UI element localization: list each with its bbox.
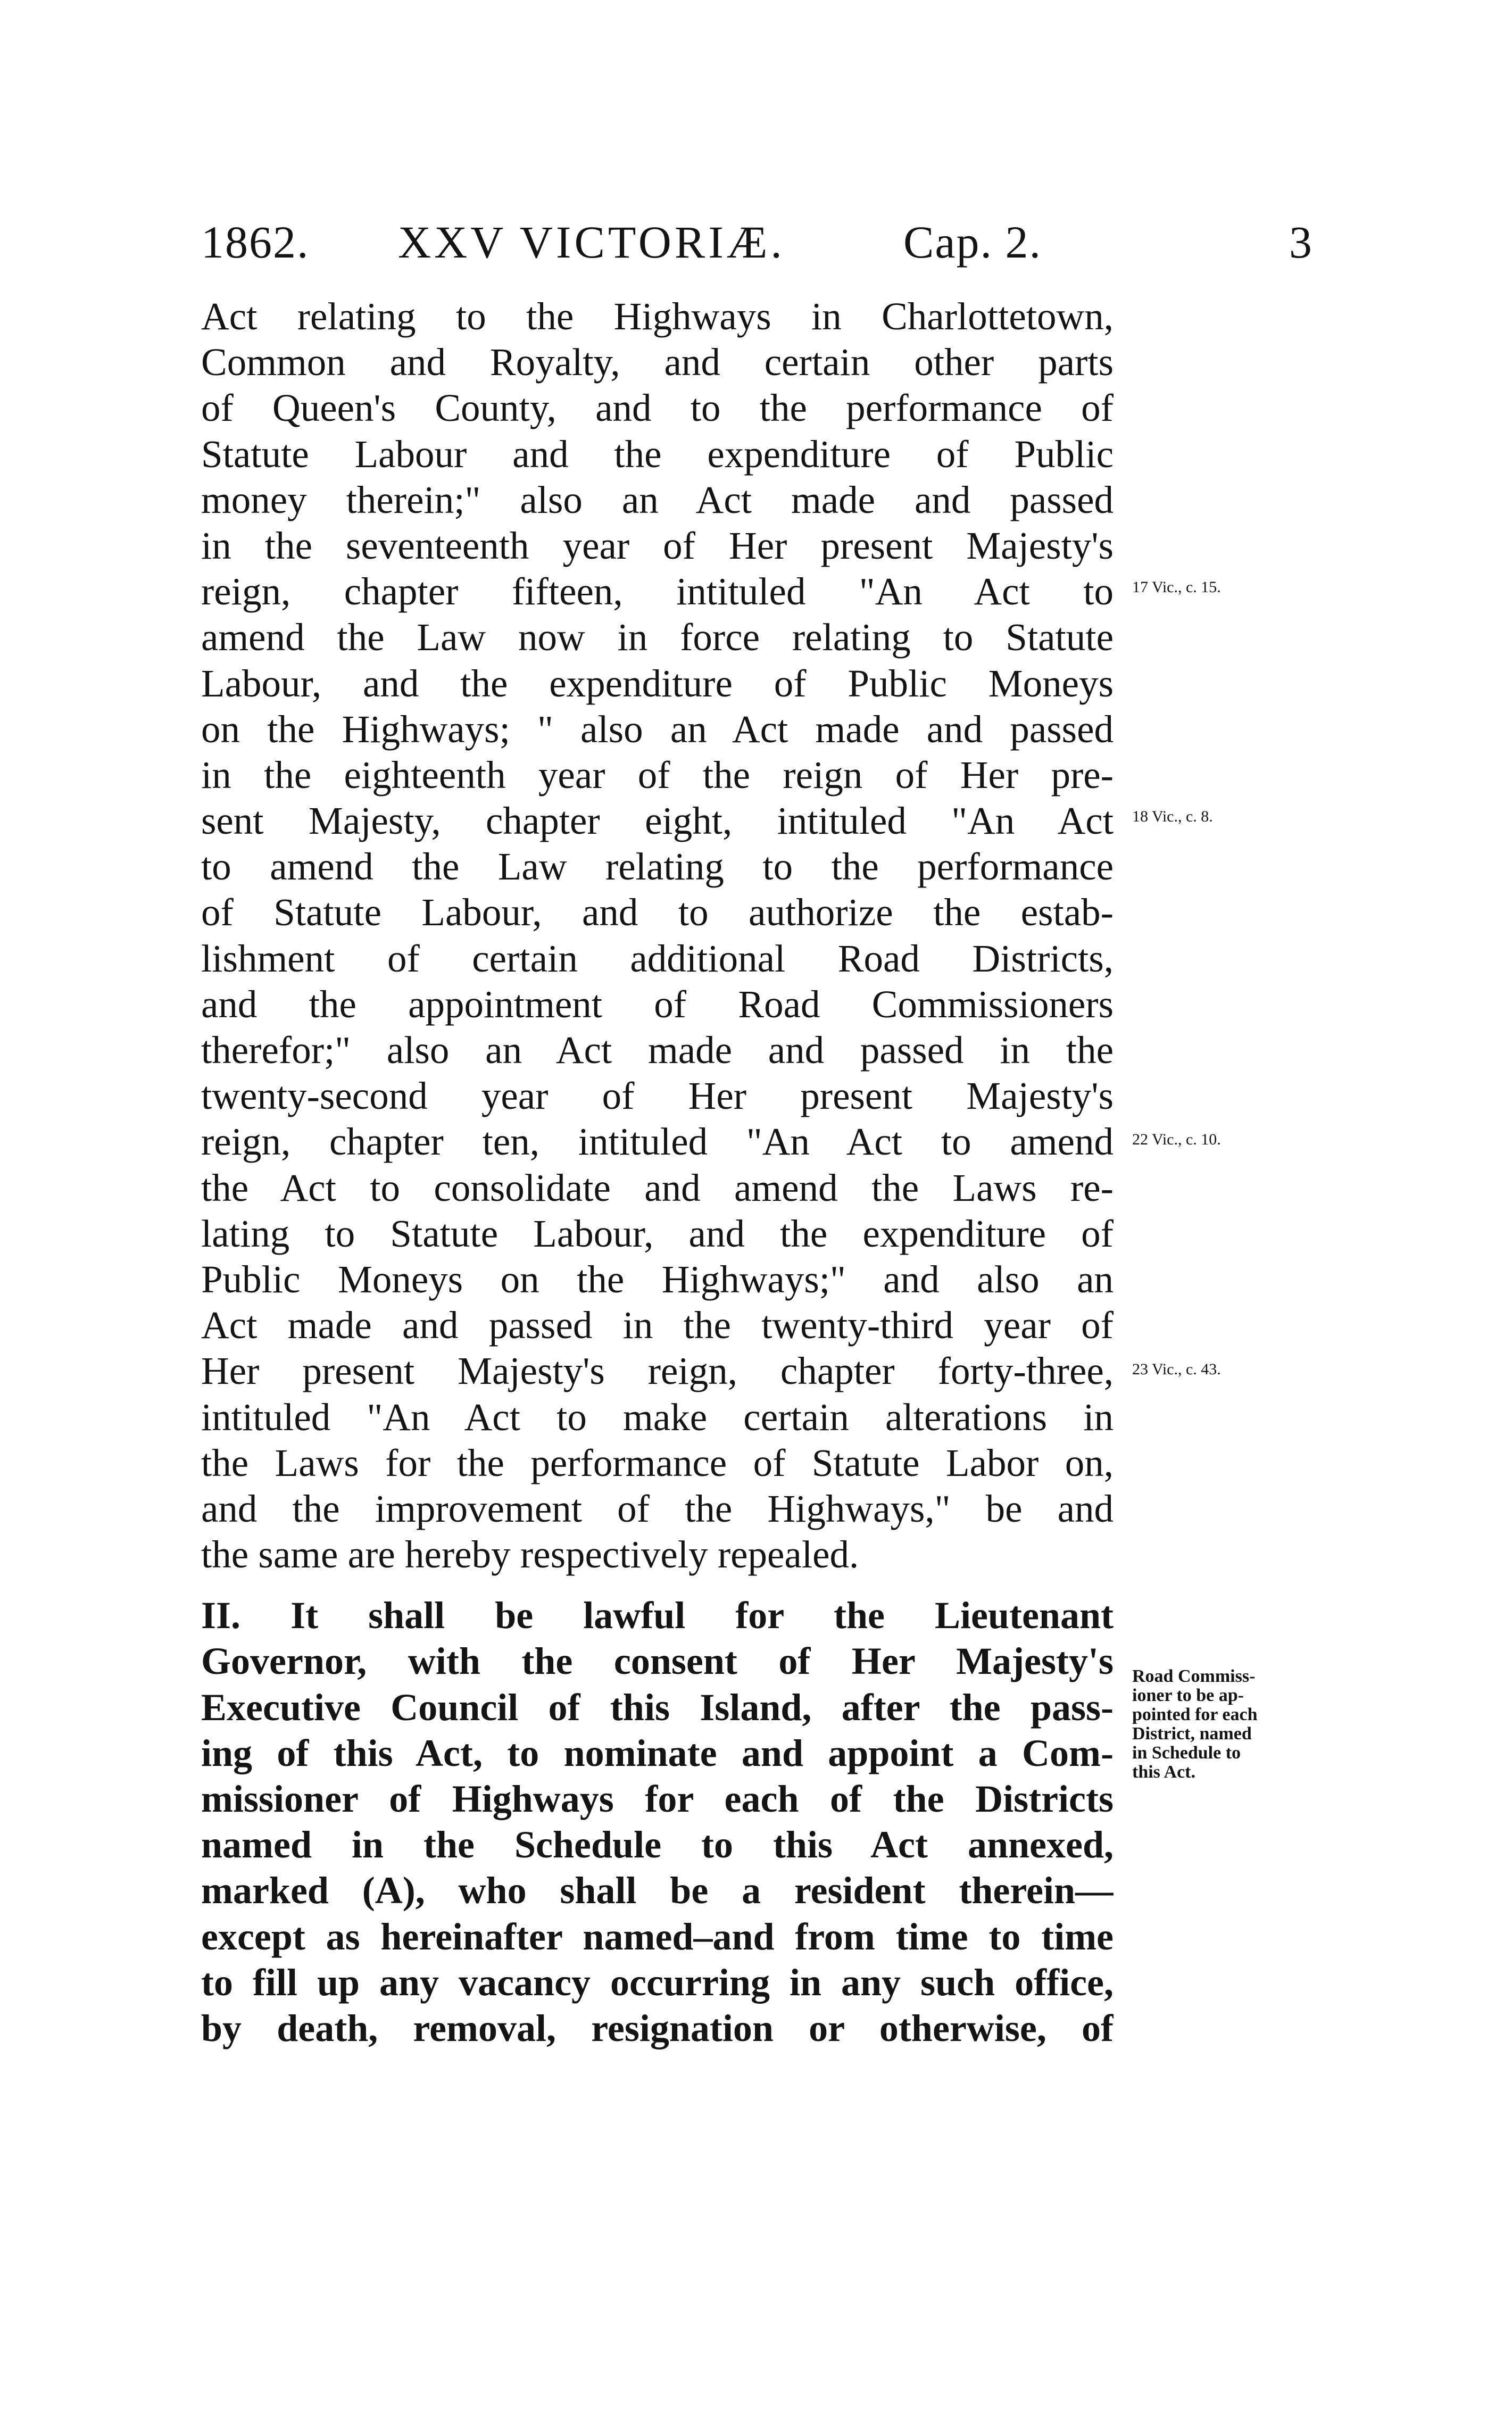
header-chapter: Cap. 2. — [903, 217, 1042, 268]
header-year: 1862. — [201, 217, 310, 268]
margin-note-18-vic: 18 Vic., c. 8. — [1132, 808, 1213, 825]
paragraph-section-ii — [201, 1592, 1114, 2051]
text-line: money therein;" also an Act made and passed — [201, 478, 1114, 521]
page-header — [201, 213, 1313, 271]
text-line: Her present Majesty's reign, chapter forty-three, — [201, 1349, 1114, 1393]
text-line: and the appointment of Road Commissioners — [201, 982, 1114, 1026]
margin-note-line: this Act. — [1132, 1762, 1195, 1782]
paragraph-repeal-clause — [201, 294, 1114, 1578]
margin-note-line: in Schedule to — [1132, 1743, 1241, 1763]
text-line: II. It shall be lawful for the Lieutenant — [201, 1594, 1114, 1637]
text-line: intituled "An Act to make certain alterations in — [201, 1395, 1114, 1439]
margin-note-22-vic: 22 Vic., c. 10. — [1132, 1131, 1221, 1148]
text-line: the Act to consolidate and amend the Laws re- — [201, 1166, 1114, 1209]
text-line: amend the Law now in force relating to Statute — [201, 616, 1114, 659]
text-line: reign, chapter ten, intituled "An Act to amend — [201, 1120, 1114, 1164]
margin-note-line: Road Commiss- — [1132, 1666, 1256, 1686]
text-line: Labour, and the expenditure of Public Moneys — [201, 661, 1114, 705]
text-line: sent Majesty, chapter eight, intituled "An Act — [201, 799, 1114, 843]
margin-note-line: District, named — [1132, 1724, 1252, 1744]
margin-note-line: ioner to be ap- — [1132, 1686, 1244, 1705]
text-line: reign, chapter fifteen, intituled "An Act to — [201, 570, 1114, 613]
text-line: except as hereinafter named–and from time to time — [201, 1915, 1114, 1958]
text-line: on the Highways; " also an Act made and passed — [201, 707, 1114, 751]
text-line: Act made and passed in the twenty-third year of — [201, 1304, 1114, 1347]
text-line: marked (A), who shall be a resident therein— — [201, 1869, 1114, 1912]
text-line: named in the Schedule to this Act annexed, — [201, 1823, 1114, 1866]
text-line: lating to Statute Labour, and the expenditure of — [201, 1212, 1114, 1255]
text-line: in the seventeenth year of Her present Majesty's — [201, 524, 1114, 567]
text-line: in the eighteenth year of the reign of Her pre- — [201, 753, 1114, 796]
text-line: by death, removal, resignation or otherwise, of — [201, 2006, 1114, 2049]
paragraph-gap — [201, 1578, 1114, 1592]
text-line: and the improvement of the Highways," be and — [201, 1487, 1114, 1530]
margin-note-17-vic: 17 Vic., c. 15. — [1132, 578, 1221, 596]
margin-note-23-vic: 23 Vic., c. 43. — [1132, 1360, 1221, 1378]
body-text — [201, 294, 1114, 2051]
text-line: ing of this Act, to nominate and appoint a Com- — [201, 1731, 1114, 1774]
text-line: to fill up any vacancy occurring in any such office, — [201, 1961, 1114, 2004]
text-line: the same are hereby respectively repealed. — [201, 1533, 859, 1576]
header-title: XXV VICTORIÆ. — [398, 217, 785, 268]
text-line: Executive Council of this Island, after the pass- — [201, 1686, 1114, 1729]
margin-note-road-commissioner — [1132, 1667, 1356, 1782]
page-number: 3 — [1289, 217, 1313, 268]
text-line: lishment of certain additional Road Districts, — [201, 936, 1114, 980]
margin-note-line: pointed for each — [1132, 1705, 1258, 1724]
text-line: to amend the Law relating to the performance — [201, 845, 1114, 889]
text-line: missioner of Highways for each of the Districts — [201, 1778, 1114, 1820]
text-line: Act relating to the Highways in Charlottetown, — [201, 295, 1114, 338]
text-line: of Statute Labour, and to authorize the estab- — [201, 891, 1114, 934]
text-line: the Laws for the performance of Statute Labor on, — [201, 1441, 1114, 1484]
text-line: Governor, with the consent of Her Majesty's — [201, 1640, 1114, 1683]
text-line: of Queen's County, and to the performance of — [201, 386, 1114, 430]
text-line: Common and Royalty, and certain other parts — [201, 341, 1114, 384]
text-line: twenty-second year of Her present Majesty's — [201, 1074, 1114, 1118]
text-line: Statute Labour and the expenditure of Public — [201, 432, 1114, 476]
text-line: Public Moneys on the Highways;" and also an — [201, 1257, 1114, 1301]
text-line: therefor;" also an Act made and passed in the — [201, 1028, 1114, 1072]
